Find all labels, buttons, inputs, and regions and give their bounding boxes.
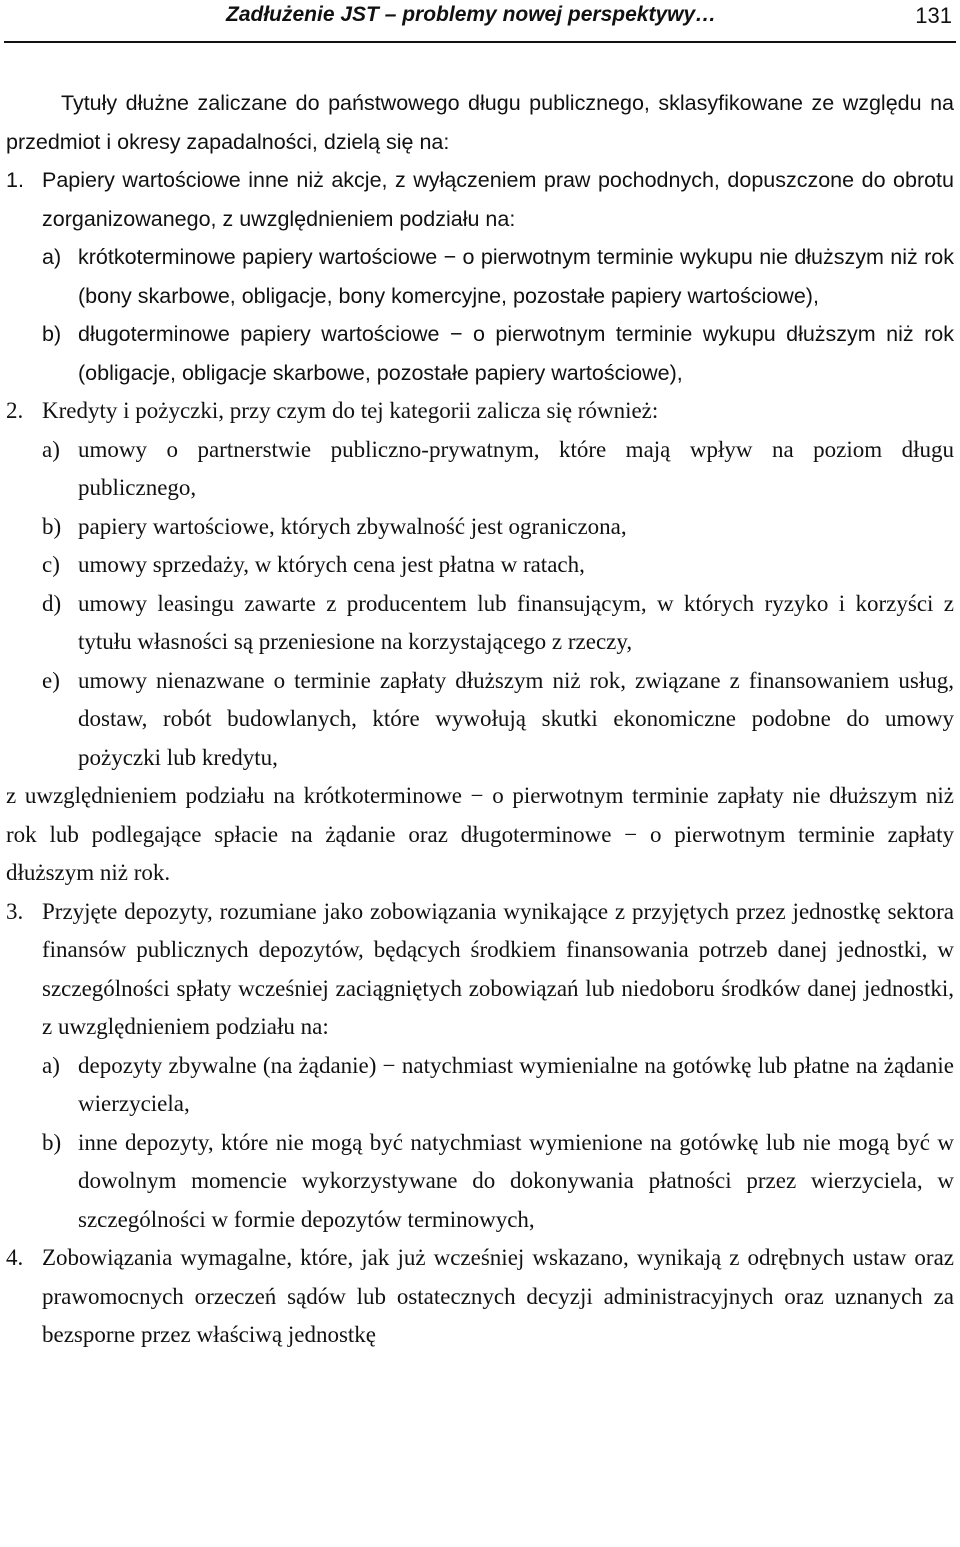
sub-item-2e [42, 662, 954, 778]
item-text: Papiery wartościowe inne niż akcje, z wyłączeniem praw pochodnych, dopuszczone do obrotu zorganizowanego, z uwzględnieniem podziału na: [42, 168, 954, 231]
continuation-paragraph: z uwzględnieniem podziału na krótkoterminowe − o pierwotnym terminie zapłaty nie dłuższym niż rok lub podlegające spłacie na żądanie oraz długoterminowe − o pierwotnym terminie zapłaty dłuższym niż rok. [6, 783, 954, 885]
running-title: Zadłużenie JST – problemy nowej perspektywy… [226, 3, 717, 26]
list-item-3 [6, 893, 954, 1240]
list-item-1 [6, 161, 954, 392]
sub-item-text: umowy o partnerstwie publiczno-prywatnym, które mają wpływ na poziom długu publicznego, [78, 436, 954, 500]
item-number: 1. [6, 168, 24, 192]
running-header [0, 0, 960, 44]
sub-item-1a [42, 238, 954, 315]
sub-item-2a [42, 431, 954, 508]
item-number: 3. [6, 898, 24, 924]
page-number: 131 [915, 3, 952, 28]
document-body [6, 84, 954, 1355]
item-text: Kredyty i pożyczki, przy czym do tej kategorii zalicza się również: [42, 398, 659, 423]
sub-item-text: długoterminowe papiery wartościowe − o pierwotnym terminie wykupu dłuższym niż rok (obligacje, obligacje skarbowe, pozostałe papiery wartościowe), [78, 322, 954, 385]
sub-item-label: b) [42, 1129, 62, 1155]
list-item-4 [6, 1239, 954, 1355]
sub-item-2b [42, 508, 954, 547]
sub-item-label: d) [42, 590, 62, 616]
sub-item-label: a) [42, 436, 60, 462]
item-text: Przyjęte depozyty, rozumiane jako zobowiązania wynikające z przyjętych przez jednostkę sektora finansów publicznych depozytów, będących środkiem finansowania potrzeb danej jednostki, w szczególności spłaty wcześniej zaciągniętych zobowiązań lub niedoboru środków danej jednostki, z uwzględnieniem podziału na: [42, 898, 954, 1039]
list-item-2 [6, 392, 954, 777]
header-rule [4, 41, 956, 43]
sub-item-text: krótkoterminowe papiery wartościowe − o pierwotnym terminie wykupu nie dłuższym niż rok (bony skarbowe, obligacje, bony komercyjne, pozostałe papiery wartościowe), [78, 245, 954, 308]
sub-item-text: umowy sprzedaży, w których cena jest płatna w ratach, [78, 552, 585, 577]
sub-item-label: e) [42, 667, 60, 693]
sub-item-text: depozyty zbywalne (na żądanie) − natychmiast wymienialne na gotówkę lub płatne na żądanie wierzyciela, [78, 1052, 954, 1116]
sub-item-label: c) [42, 552, 60, 577]
sub-item-2c [42, 546, 954, 585]
sub-item-text: inne depozyty, które nie mogą być natychmiast wymienione na gotówkę lub nie mogą być w dowolnym momencie wykorzystywane do dokonywania płatności przez wierzyciela, w szczególności w formie depozytów terminowych, [78, 1129, 954, 1232]
sub-item-text: umowy nienazwane o terminie zapłaty dłuższym niż rok, związane z finansowaniem usług, dostaw, robót budowlanych, które wywołują skutki ekonomiczne podobne do umowy pożyczki lub kredytu, [78, 667, 954, 770]
sub-item-3a [42, 1047, 954, 1124]
sub-item-3b [42, 1124, 954, 1240]
sub-item-2d [42, 585, 954, 662]
item-number: 2. [6, 398, 24, 423]
sub-item-1b [42, 315, 954, 392]
sub-item-label: a) [42, 1052, 60, 1078]
item-number: 4. [6, 1245, 24, 1270]
sub-item-text: umowy leasingu zawarte z producentem lub finansującym, w których ryzyko i korzyści z tytułu własności są przeniesione na korzystającego z rzeczy, [78, 590, 954, 654]
item-text: Zobowiązania wymagalne, które, jak już wcześniej wskazano, wynikają z odrębnych ustaw oraz prawomocnych orzeczeń sądów lub ostatecznych decyzji administracyjnych oraz uznanych za bezsporne przez właściwą jednostkę [42, 1245, 954, 1347]
sub-item-label: b) [42, 322, 62, 346]
sub-item-label: b) [42, 513, 62, 539]
intro-paragraph: Tytuły dłużne zaliczane do państwowego długu publicznego, sklasyfikowane ze względu na przedmiot i okresy zapadalności, dzielą się na: [6, 91, 954, 154]
sub-item-label: a) [42, 245, 62, 269]
sub-item-text: papiery wartościowe, których zbywalność jest ograniczona, [78, 513, 627, 539]
